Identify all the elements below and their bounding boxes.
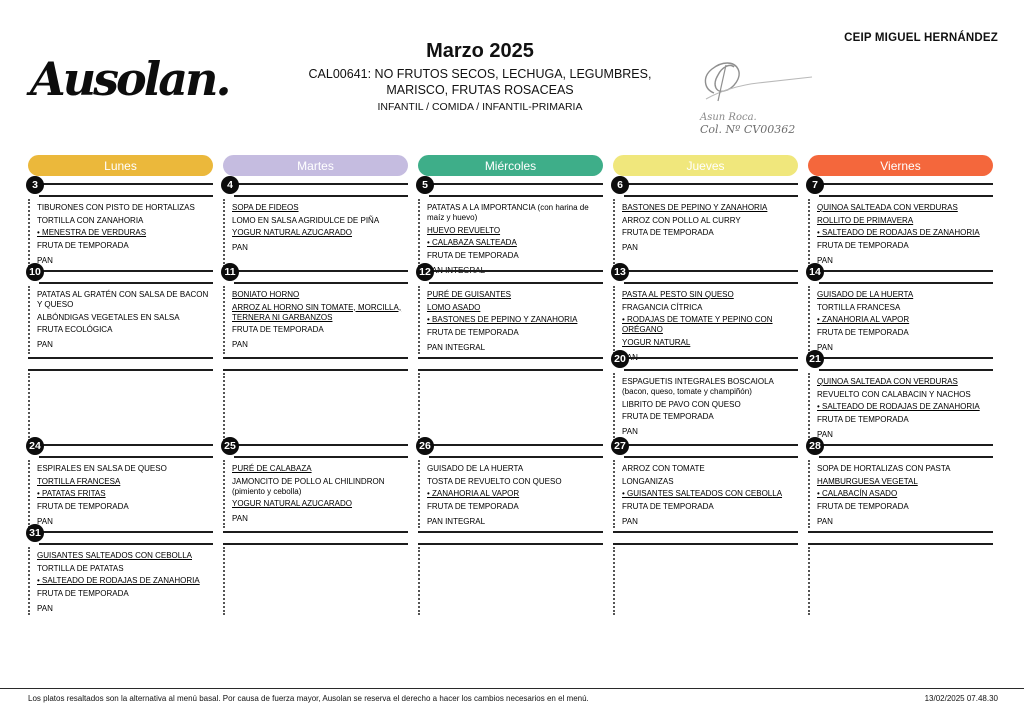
day-cell xyxy=(28,179,213,270)
menu-item: TORTILLA FRANCESA xyxy=(817,302,901,312)
menu-item: FRUTA DE TEMPORADA xyxy=(622,412,714,421)
day-menu xyxy=(223,286,408,354)
menu-item: PAN xyxy=(37,603,53,613)
weekday-pill-martes xyxy=(223,155,408,176)
cell-second-line xyxy=(39,456,213,458)
day-cell xyxy=(808,440,993,531)
cell-top-line xyxy=(223,270,408,272)
empty-day-cell xyxy=(418,357,603,444)
menu-item: PAN xyxy=(622,516,638,526)
day-cell xyxy=(223,266,408,357)
day-menu xyxy=(223,199,408,267)
day-menu xyxy=(808,286,993,354)
menu-item: • SALTEADO DE RODAJAS DE ZANAHORIA xyxy=(817,402,980,411)
menu-item: FRUTA DE TEMPORADA xyxy=(817,327,909,337)
empty-day-cell xyxy=(418,531,603,618)
cell-second-line xyxy=(819,282,993,284)
cell-top-line xyxy=(223,357,408,359)
menu-item: • PATATAS FRITAS xyxy=(37,489,106,498)
menu-item: HAMBURGUESA VEGETAL xyxy=(817,476,918,486)
day-cell xyxy=(808,266,993,357)
menu-item: FRUTA DE TEMPORADA xyxy=(37,240,129,250)
day-menu xyxy=(808,199,993,267)
menu-item: FRUTA ECOLÓGICA xyxy=(37,325,113,334)
day-number-badge: 4 xyxy=(221,176,239,194)
menu-item: PAN INTEGRAL xyxy=(427,516,486,526)
empty-day-cell xyxy=(223,357,408,444)
day-cell xyxy=(613,266,798,357)
cell-top-line xyxy=(28,531,213,533)
cell-second-line xyxy=(429,282,603,284)
day-number-badge: 5 xyxy=(416,176,434,194)
cell-second-line xyxy=(39,282,213,284)
calendar-weeks xyxy=(28,179,993,618)
menu-item: YOGUR NATURAL AZUCARADO xyxy=(232,499,353,508)
day-menu xyxy=(808,460,993,528)
menu-item: PAN xyxy=(622,243,638,252)
menu-item: TORTILLA FRANCESA xyxy=(37,476,121,486)
menu-item: TORTILLA CON ZANAHORIA xyxy=(37,215,144,225)
menu-item: • SALTEADO DE RODAJAS DE ZANAHORIA xyxy=(817,228,980,237)
day-menu xyxy=(28,286,213,354)
day-menu xyxy=(223,460,408,528)
cell-second-line xyxy=(234,456,408,458)
cell-second-line xyxy=(429,456,603,458)
school-name: CEIP MIGUEL HERNÁNDEZ xyxy=(844,32,998,44)
menu-item: • RODAJAS DE TOMATE Y PEPINO CON ORÉGANO xyxy=(622,315,773,334)
menu-item: FRUTA DE TEMPORADA xyxy=(232,325,324,334)
cell-top-line xyxy=(418,270,603,272)
weekday-label: Lunes xyxy=(104,158,137,173)
day-menu xyxy=(28,460,213,528)
footer-timestamp: 13/02/2025 07.48.30 xyxy=(924,694,998,703)
weekday-label: Viernes xyxy=(880,158,921,173)
menu-item: FRUTA DE TEMPORADA xyxy=(37,501,129,511)
weekday-label: Miércoles xyxy=(484,158,537,173)
menu-item: FRAGANCIA CÍTRICA xyxy=(622,302,703,312)
cell-second-line xyxy=(429,195,603,197)
menu-item: BASTONES DE PEPINO Y ZANAHORIA xyxy=(622,203,768,212)
cell-top-line xyxy=(28,357,213,359)
week-row xyxy=(28,440,993,531)
day-number-badge: 6 xyxy=(611,176,629,194)
menu-item: QUINOA SALTEADA CON VERDURAS xyxy=(817,377,958,386)
menu-item: REVUELTO CON CALABACIN Y NACHOS xyxy=(817,389,971,399)
footer-divider xyxy=(0,688,1024,689)
cell-top-line xyxy=(613,183,798,185)
cell-second-line xyxy=(819,369,993,371)
day-cell xyxy=(223,179,408,270)
menu-item: PAN xyxy=(817,516,833,526)
menu-item: • BASTONES DE PEPINO Y ZANAHORIA xyxy=(427,315,578,324)
menu-item: • ZANAHORIA AL VAPOR xyxy=(817,315,910,324)
menu-item: • ZANAHORIA AL VAPOR xyxy=(427,489,520,498)
cell-top-line xyxy=(808,270,993,272)
day-cell xyxy=(418,440,603,531)
cell-second-line xyxy=(28,369,213,371)
footer-note: Los platos resaltados son la alternativa al menú basal. Por causa de fuerza mayor, Ausolan se reserva el derecho a hacer los cambios necesarios en el menú. xyxy=(28,694,589,703)
day-menu xyxy=(418,286,603,354)
day-number-badge: 7 xyxy=(806,176,824,194)
menu-item: ARROZ AL HORNO SIN TOMATE, MORCILLA, TERNERA NI GARBANZOS xyxy=(232,302,402,322)
signature-name: Asun Roca. xyxy=(700,112,757,123)
signature-number: Col. Nº CV00362 xyxy=(700,123,796,136)
cell-top-line xyxy=(28,183,213,185)
cell-top-line xyxy=(808,531,993,533)
day-number-badge: 11 xyxy=(221,263,239,281)
day-number-badge: 28 xyxy=(806,437,824,455)
cell-top-line xyxy=(28,270,213,272)
day-menu xyxy=(418,199,603,267)
menu-item: PAN xyxy=(37,516,53,526)
day-number-badge: 21 xyxy=(806,350,824,368)
empty-day-cell xyxy=(28,357,213,444)
day-menu xyxy=(613,199,798,267)
day-menu xyxy=(808,547,993,615)
day-menu xyxy=(418,460,603,528)
weekday-label: Jueves xyxy=(686,158,725,173)
menu-item: SOPA DE FIDEOS xyxy=(232,203,299,212)
cell-top-line xyxy=(418,183,603,185)
menu-item: ARROZ CON TOMATE xyxy=(622,464,705,473)
day-number-badge: 10 xyxy=(26,263,44,281)
menu-item: JAMONCITO DE POLLO AL CHILINDRON (pimiento y cebolla) xyxy=(232,476,385,496)
menu-item: • CALABACÍN ASADO xyxy=(817,489,898,498)
cell-top-line xyxy=(223,444,408,446)
menu-item: LOMO ASADO xyxy=(427,302,481,312)
cell-second-line xyxy=(223,543,408,545)
day-number-badge: 25 xyxy=(221,437,239,455)
menu-item: TIBURONES CON PISTO DE HORTALIZAS xyxy=(37,203,195,212)
cell-top-line xyxy=(613,357,798,359)
day-menu xyxy=(28,547,213,615)
menu-item: YOGUR NATURAL xyxy=(622,337,691,347)
day-menu xyxy=(808,373,993,441)
menu-item: PASTA AL PESTO SIN QUESO xyxy=(622,290,734,299)
cell-top-line xyxy=(613,270,798,272)
menu-item: PAN xyxy=(232,340,248,349)
cell-second-line xyxy=(234,282,408,284)
menu-item: GUISADO DE LA HUERTA xyxy=(427,464,524,473)
menu-item: PAN xyxy=(817,429,833,439)
menu-item: ARROZ CON POLLO AL CURRY xyxy=(622,215,741,225)
menu-item: PAN xyxy=(817,255,833,265)
day-cell xyxy=(223,440,408,531)
cell-second-line xyxy=(624,369,798,371)
menu-item: PURÉ DE CALABAZA xyxy=(232,464,312,473)
day-number-badge: 31 xyxy=(26,524,44,542)
menu-item: PATATAS A LA IMPORTANCIA (con harina de maíz y huevo) xyxy=(427,203,589,222)
empty-day-cell xyxy=(613,531,798,618)
day-cell xyxy=(613,353,798,444)
menu-item: PAN xyxy=(232,514,248,523)
day-menu xyxy=(613,286,798,354)
menu-item: • GUISANTES SALTEADOS CON CEBOLLA xyxy=(622,489,783,498)
cell-top-line xyxy=(28,444,213,446)
weekday-label: Martes xyxy=(297,158,334,173)
allergen-line-2: MARISCO, FRUTAS ROSACEAS xyxy=(386,82,574,97)
day-cell xyxy=(28,527,213,618)
empty-day-cell xyxy=(223,531,408,618)
signature-block xyxy=(700,55,830,136)
menu-item: GUISADO DE LA HUERTA xyxy=(817,290,914,299)
menu-item: YOGUR NATURAL AZUCARADO xyxy=(232,228,353,237)
ausolan-logo: Ausolan. xyxy=(30,52,229,106)
menu-item: • SALTEADO DE RODAJAS DE ZANAHORIA xyxy=(37,576,200,585)
weekday-pill-jueves xyxy=(613,155,798,176)
cell-top-line xyxy=(808,444,993,446)
menu-item: LONGANIZAS xyxy=(622,476,674,486)
menu-item: TORTILLA DE PATATAS xyxy=(37,563,124,573)
menu-item: LIBRITO DE PAVO CON QUESO xyxy=(622,399,741,409)
menu-item: PATATAS AL GRATÉN CON SALSA DE BACON Y QUESO xyxy=(37,290,209,309)
menu-item: ESPIRALES EN SALSA DE QUESO xyxy=(37,464,167,473)
signature-scribble xyxy=(700,55,820,105)
menu-item: FRUTA DE TEMPORADA xyxy=(427,250,519,260)
cell-second-line xyxy=(39,195,213,197)
cell-second-line xyxy=(418,543,603,545)
menu-item: ESPAGUETIS INTEGRALES BOSCAIOLA (bacon, queso, tomate y champiñón) xyxy=(622,377,774,396)
cell-top-line xyxy=(613,444,798,446)
menu-item: FRUTA DE TEMPORADA xyxy=(37,588,129,598)
menu-item: FRUTA DE TEMPORADA xyxy=(622,228,714,237)
day-number-badge: 13 xyxy=(611,263,629,281)
menu-item: PAN xyxy=(817,342,833,352)
calendar xyxy=(28,155,993,618)
menu-item: QUINOA SALTEADA CON VERDURAS xyxy=(817,203,958,212)
empty-day-cell xyxy=(808,531,993,618)
day-number-badge: 12 xyxy=(416,263,434,281)
menu-item: ALBÓNDIGAS VEGETALES EN SALSA xyxy=(37,312,180,322)
day-cell xyxy=(418,266,603,357)
day-number-badge: 3 xyxy=(26,176,44,194)
day-menu xyxy=(28,199,213,267)
cell-second-line xyxy=(624,195,798,197)
allergen-line-1: CAL00641: NO FRUTOS SECOS, LECHUGA, LEGUMBRES, xyxy=(308,67,652,81)
menu-item: FRUTA DE TEMPORADA xyxy=(817,414,909,424)
day-menu xyxy=(28,373,213,441)
day-cell xyxy=(613,440,798,531)
day-number-badge: 14 xyxy=(806,263,824,281)
day-number-badge: 27 xyxy=(611,437,629,455)
menu-item: BONIATO HORNO xyxy=(232,290,300,299)
cell-top-line xyxy=(808,357,993,359)
cell-second-line xyxy=(819,195,993,197)
menu-item: PAN xyxy=(232,243,248,252)
week-row xyxy=(28,266,993,357)
week-row xyxy=(28,527,993,618)
menu-item: PAN xyxy=(37,255,53,265)
day-cell xyxy=(808,353,993,444)
week-row xyxy=(28,353,993,444)
menu-item: PAN INTEGRAL xyxy=(427,342,486,352)
day-number-badge: 26 xyxy=(416,437,434,455)
menu-item: ROLLITO DE PRIMAVERA xyxy=(817,215,914,225)
menu-item: • MENESTRA DE VERDURAS xyxy=(37,228,147,237)
cell-top-line xyxy=(613,531,798,533)
menu-item: PURÉ DE GUISANTES xyxy=(427,290,512,299)
week-row xyxy=(28,179,993,270)
day-menu xyxy=(613,547,798,615)
cell-top-line xyxy=(223,531,408,533)
menu-item: HUEVO REVUELTO xyxy=(427,225,501,235)
menu-item: TOSTA DE REVUELTO CON QUESO xyxy=(427,476,562,486)
day-cell xyxy=(808,179,993,270)
cell-second-line xyxy=(223,369,408,371)
menu-item: PAN xyxy=(37,340,53,349)
menu-item: FRUTA DE TEMPORADA xyxy=(622,501,714,511)
weekday-pill-viernes xyxy=(808,155,993,176)
weekday-pill-lunes xyxy=(28,155,213,176)
cell-top-line xyxy=(808,183,993,185)
cell-second-line xyxy=(613,543,798,545)
cell-second-line xyxy=(819,456,993,458)
weekday-row xyxy=(28,155,993,176)
menu-item: FRUTA DE TEMPORADA xyxy=(427,327,519,337)
title-block xyxy=(250,40,710,113)
menu-item: • CALABAZA SALTEADA xyxy=(427,238,517,247)
cell-second-line xyxy=(808,543,993,545)
menu-item: SOPA DE HORTALIZAS CON PASTA xyxy=(817,464,951,473)
menu-item: PAN xyxy=(622,427,638,436)
day-menu xyxy=(418,547,603,615)
day-menu xyxy=(223,373,408,441)
cell-top-line xyxy=(223,183,408,185)
weekday-pill-miércoles xyxy=(418,155,603,176)
cell-second-line xyxy=(418,369,603,371)
menu-item: GUISANTES SALTEADOS CON CEBOLLA xyxy=(37,551,193,560)
day-cell xyxy=(418,179,603,270)
day-menu xyxy=(418,373,603,441)
cell-top-line xyxy=(418,357,603,359)
cell-second-line xyxy=(234,195,408,197)
day-cell xyxy=(28,440,213,531)
day-menu xyxy=(223,547,408,615)
menu-item: FRUTA DE TEMPORADA xyxy=(427,501,519,511)
cell-second-line xyxy=(39,543,213,545)
cell-second-line xyxy=(624,282,798,284)
menu-item: LOMO EN SALSA AGRIDULCE DE PIÑA xyxy=(232,215,380,225)
day-menu xyxy=(613,460,798,528)
day-number-badge: 20 xyxy=(611,350,629,368)
cell-second-line xyxy=(624,456,798,458)
day-cell xyxy=(28,266,213,357)
cell-top-line xyxy=(418,444,603,446)
menu-type-line: INFANTIL / COMIDA / INFANTIL-PRIMARIA xyxy=(377,101,583,114)
day-menu xyxy=(613,373,798,441)
page-title: Marzo 2025 xyxy=(426,40,534,62)
day-cell xyxy=(613,179,798,270)
day-number-badge: 24 xyxy=(26,437,44,455)
menu-item: FRUTA DE TEMPORADA xyxy=(817,501,909,511)
cell-top-line xyxy=(418,531,603,533)
menu-item: FRUTA DE TEMPORADA xyxy=(817,240,909,250)
